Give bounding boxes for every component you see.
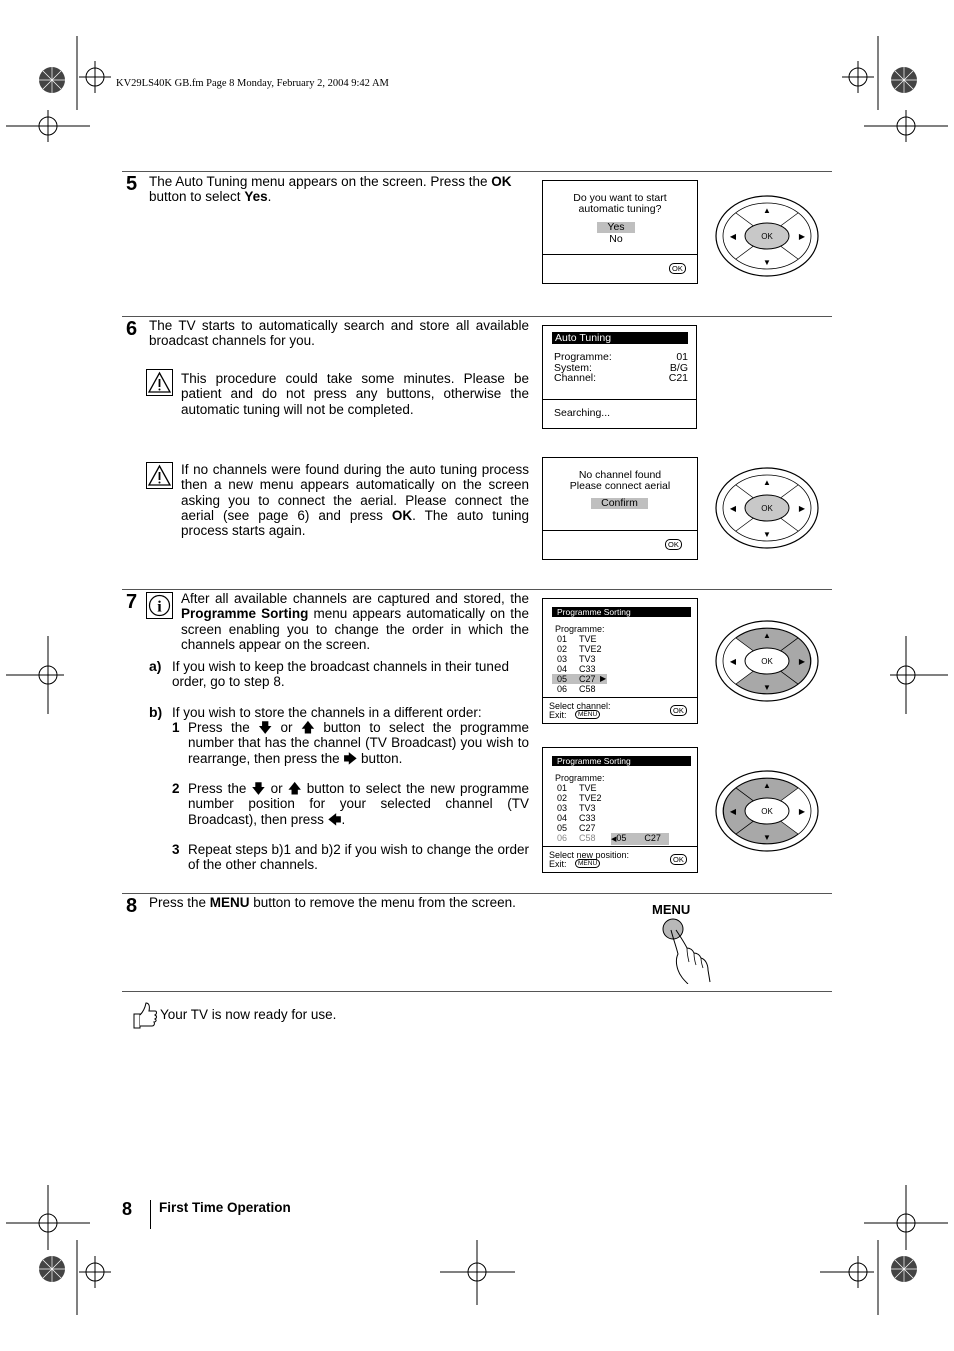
step-number: 6 <box>126 318 138 340</box>
footer-select-label: Select channel: <box>549 701 611 711</box>
option-yes: Yes <box>597 222 635 233</box>
section-title: First Time Operation <box>159 1200 291 1215</box>
programme-label: Programme: <box>555 773 605 783</box>
confirm-option: Confirm <box>591 498 648 509</box>
svg-text:▲: ▲ <box>763 631 771 640</box>
item-number: 1 <box>172 720 180 735</box>
ok-icon: OK <box>665 539 682 550</box>
info-icon <box>146 592 173 619</box>
question-line: automatic tuning? <box>578 203 662 215</box>
svg-text:▼: ▼ <box>763 530 771 539</box>
step-5-text: The Auto Tuning menu appears on the screen. Press the OK button to select Yes. <box>149 174 512 205</box>
screen-title: Programme Sorting <box>552 607 691 617</box>
right-arrow-icon: 🡆 <box>343 750 358 766</box>
remote-dpad-icon <box>714 194 820 278</box>
screen-title: Programme Sorting <box>552 756 691 766</box>
svg-text:▶: ▶ <box>798 807 806 816</box>
channel-row: 04 C33 <box>557 813 596 823</box>
channel-row-selected: 05 C27 <box>552 674 607 684</box>
tv-screen-programme-sorting-position <box>542 747 698 873</box>
question-line: Do you want to start <box>573 192 667 204</box>
channel-row: 02 TVE2 <box>557 644 602 654</box>
searching-status: Searching... <box>554 407 611 419</box>
moving-channel: ◀05 C27 <box>611 833 669 845</box>
item-number: 2 <box>172 781 180 796</box>
step-7-intro: After all available channels are captured and stored, the Programme Sorting menu appears automatically on the screen enabling you to change the order in which the channels appear on the screen. <box>181 591 529 652</box>
substep-a-label: a) <box>149 658 162 674</box>
no-channel-line: No channel found <box>578 469 662 481</box>
footer-divider <box>150 1200 151 1229</box>
channel-label: Channel: <box>554 372 597 384</box>
channel-row: 03 TV3 <box>557 654 596 664</box>
menu-icon: MENU <box>575 859 600 868</box>
footer-exit-label: Exit: <box>549 710 567 720</box>
svg-text:▲: ▲ <box>763 206 771 215</box>
screen-separator <box>543 254 697 255</box>
system-value: B/G <box>669 362 688 374</box>
substep-b3-text: Repeat steps b)1 and b)2 if you wish to change the order of the other channels. <box>188 842 529 873</box>
programme-label: Programme: <box>555 624 605 634</box>
warning-text-wait: This procedure could take some minutes. Please be patient and do not press any buttons, otherwise the automatic tuning will not be completed. <box>181 371 529 417</box>
channel-row: 04 C33 <box>557 664 596 674</box>
footer-select-label: Select new position: <box>549 850 630 860</box>
divider <box>122 991 832 992</box>
substep-b-text: If you wish to store the channels in a different order: <box>172 705 482 720</box>
page-number: 8 <box>122 1199 133 1219</box>
svg-text:◀: ◀ <box>729 232 737 241</box>
ok-label: OK <box>761 504 773 513</box>
item-number: 3 <box>172 842 180 857</box>
svg-text:▲: ▲ <box>763 478 771 487</box>
channel-row: 05 C27 <box>557 823 596 833</box>
tv-screen-no-channel <box>542 457 698 560</box>
screen-separator <box>543 846 697 847</box>
channel-row: 01 TVE <box>557 634 597 644</box>
channel-row: 02 TVE2 <box>557 793 602 803</box>
down-arrow-icon: 🡇 <box>258 720 273 735</box>
down-arrow-icon: 🡇 <box>251 781 266 796</box>
svg-text:▶: ▶ <box>798 504 806 513</box>
system-label: System: <box>554 362 592 374</box>
option-no: No <box>609 233 623 245</box>
substep-b1-text: Press the 🡇 or 🡅 button to select the programme number that has the channel (TV Broadcast) you wish to rearrange, then press the 🡆 button. <box>188 720 529 766</box>
right-arrow-icon: ▶ <box>600 674 607 683</box>
substep-b-label: b) <box>149 704 163 720</box>
channel-value: C21 <box>668 372 688 384</box>
screen-separator <box>543 530 697 531</box>
screen-separator <box>543 697 697 698</box>
svg-text:▼: ▼ <box>763 258 771 267</box>
step-number: 8 <box>126 895 138 917</box>
programme-value: 01 <box>676 351 688 363</box>
tv-screen-programme-sorting-select <box>542 598 698 724</box>
channel-row-vacated: 06 C58 <box>557 833 596 843</box>
warning-icon <box>146 462 173 489</box>
channel-row: 06 C58 <box>557 684 596 694</box>
step-6-text: The TV starts to automatically search and store all available broadcast channels for you. <box>149 318 529 349</box>
step-number: 5 <box>126 173 138 195</box>
substep-b2-text: Press the 🡇 or 🡅 button to select the new programme number position for your selected channel (TV Broadcast), then press 🡄. <box>188 781 529 827</box>
menu-icon: MENU <box>575 710 600 719</box>
step-number: 7 <box>126 591 138 613</box>
ok-label: OK <box>761 232 773 241</box>
screen-title: Auto Tuning <box>552 332 688 344</box>
remote-dpad-icon <box>714 619 820 703</box>
svg-text:▶: ▶ <box>798 232 806 241</box>
warning-icon <box>146 369 173 396</box>
remote-dpad-icon <box>714 769 820 853</box>
up-arrow-icon: 🡅 <box>287 781 302 796</box>
svg-text:◀: ◀ <box>729 504 737 513</box>
connect-aerial-line: Please connect aerial <box>569 480 671 492</box>
ok-label: OK <box>761 657 773 666</box>
up-arrow-icon: 🡅 <box>301 720 315 735</box>
svg-text:◀: ◀ <box>729 807 737 816</box>
ok-icon: OK <box>669 263 686 274</box>
remote-dpad-icon <box>714 466 820 550</box>
footer-exit-label: Exit: <box>549 859 567 869</box>
menu-button-label: MENU <box>652 902 691 917</box>
ok-icon: OK <box>670 705 687 716</box>
substep-a-text: If you wish to keep the broadcast channels in their tuned order, go to step 8. <box>172 659 509 690</box>
left-arrow-icon: ◀ <box>611 836 617 843</box>
screen-separator <box>543 399 696 400</box>
svg-text:◀: ◀ <box>729 657 737 666</box>
divider <box>122 893 832 894</box>
ok-label: OK <box>761 807 773 816</box>
step-8-text: Press the MENU button to remove the menu from the screen. <box>149 895 516 910</box>
tv-screen-start-tuning <box>542 180 698 284</box>
thumbs-up-icon <box>130 1000 157 1030</box>
hand-pressing-menu-icon <box>656 918 714 984</box>
ready-message: Your TV is now ready for use. <box>160 1007 337 1022</box>
programme-label: Programme: <box>554 351 612 363</box>
svg-text:i: i <box>157 598 162 616</box>
file-info-header: KV29LS40K GB.fm Page 8 Monday, February 2, 2004 9:42 AM <box>116 78 389 89</box>
ok-icon: OK <box>670 854 687 865</box>
channel-row: 03 TV3 <box>557 803 596 813</box>
channel-row: 01 TVE <box>557 783 597 793</box>
svg-text:▼: ▼ <box>763 833 771 842</box>
divider <box>122 316 832 317</box>
divider <box>122 589 832 590</box>
tv-screen-auto-tuning <box>542 325 697 429</box>
svg-text:▼: ▼ <box>763 683 771 692</box>
left-arrow-icon: 🡄 <box>327 811 342 827</box>
svg-text:▲: ▲ <box>763 781 771 790</box>
svg-text:▶: ▶ <box>798 657 806 666</box>
divider <box>122 171 832 172</box>
warning-text-no-channel: If no channels were found during the auto tuning process then a new menu appears automatically on the screen asking you to connect the aerial. Please connect the aerial (see page 6) and press OK. The auto tuning process starts again. <box>181 462 529 539</box>
